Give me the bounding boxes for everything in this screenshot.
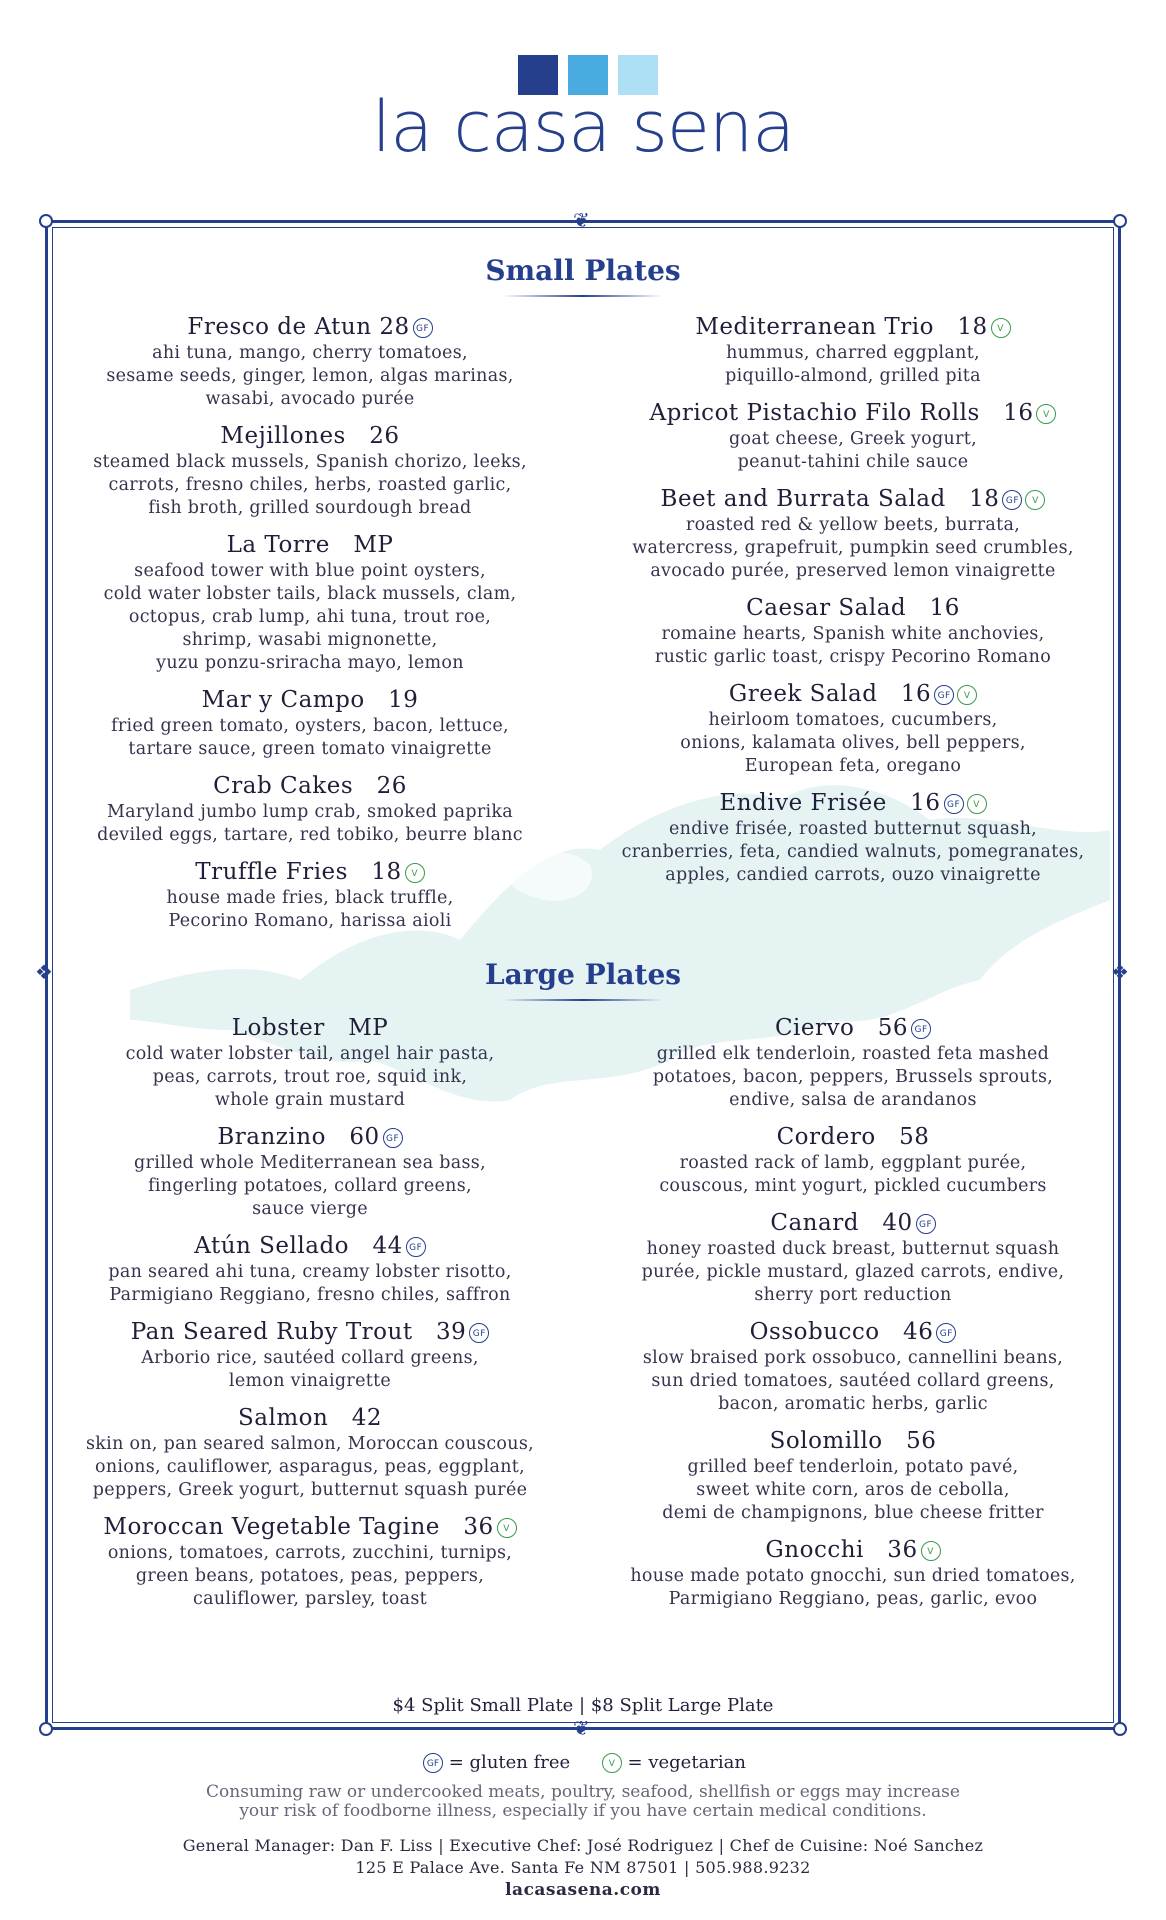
menu-item	[618, 1426, 1088, 1525]
website-link[interactable]: lacasasena.com	[505, 1880, 661, 1900]
menu-item-description: house made fries, black truffle,	[166, 888, 454, 908]
menu-item-name	[75, 1512, 545, 1542]
menu-item-name	[618, 1013, 1088, 1043]
menu-item-description: grilled whole Mediterranean sea bass,	[134, 1153, 486, 1173]
dietary-legend	[0, 1752, 1166, 1773]
menu-item-name	[75, 685, 545, 715]
menu-item	[75, 1403, 545, 1502]
section-divider	[503, 295, 663, 297]
menu-item-name	[75, 312, 545, 342]
menu-item-description: slow braised pork ossobuco, cannellini beans,	[642, 1348, 1064, 1368]
menu-item-description: octopus, crab lump, ahi tuna, trout roe,	[128, 607, 492, 627]
menu-item-description: wasabi, avocado purée	[205, 389, 415, 409]
menu-item-title: Ciervo 56	[774, 1015, 909, 1041]
frame-left-ornament: ❖	[35, 960, 53, 984]
menu-item-title: Apricot Pistachio Filo Rolls 16	[649, 400, 1034, 426]
menu-item-name	[75, 1122, 545, 1152]
menu-item-name	[618, 312, 1088, 342]
menu-item-name	[75, 1231, 545, 1261]
menu-item-name	[618, 788, 1088, 818]
menu-item-description: sherry port reduction	[754, 1285, 952, 1305]
menu-item	[618, 312, 1088, 388]
menu-item-title: Gnocchi 36	[765, 1537, 918, 1563]
menu-item-description: watercress, grapefruit, pumpkin seed crumbles,	[632, 538, 1074, 558]
menu-item-description: tartare sauce, green tomato vinaigrette	[128, 739, 492, 759]
large-plates-left-column	[75, 1013, 545, 1621]
gluten-free-icon: GF	[406, 1237, 426, 1257]
menu-item-description: hummus, charred eggplant,	[726, 343, 980, 363]
menu-item-name	[75, 1403, 545, 1433]
menu-item-description: demi de champignons, blue cheese fritter	[662, 1503, 1044, 1523]
menu-item	[618, 484, 1088, 583]
menu-item-description: seafood tower with blue point oysters,	[134, 561, 486, 581]
menu-item	[75, 685, 545, 761]
menu-item-description: pan seared ahi tuna, creamy lobster risotto,	[108, 1262, 512, 1282]
address-phone: 125 E Palace Ave. Santa Fe NM 87501 | 505.988.9232	[355, 1858, 811, 1877]
gluten-free-icon: GF	[383, 1128, 403, 1148]
menu-item	[75, 312, 545, 411]
menu-item-title: Mar y Campo 19	[201, 687, 419, 713]
menu-item-description: ahi tuna, mango, cherry tomatoes,	[152, 343, 468, 363]
frame-bottom-ornament: ❦	[573, 1716, 590, 1740]
menu-item-description: steamed black mussels, Spanish chorizo, leeks,	[93, 452, 527, 472]
menu-item-description: grilled elk tenderloin, roasted feta mashed	[656, 1044, 1050, 1064]
section-divider	[503, 999, 663, 1001]
menu-item-description: cold water lobster tail, angel hair pasta,	[125, 1044, 495, 1064]
gluten-free-icon: GF	[936, 1323, 956, 1343]
restaurant-credits	[0, 1835, 1166, 1901]
menu-item-description: green beans, potatoes, peas, peppers,	[135, 1566, 485, 1586]
frame-top-ornament: ❦	[573, 208, 590, 232]
menu-item-title: Branzino 60	[217, 1124, 380, 1150]
menu-item-description: skin on, pan seared salmon, Moroccan couscous,	[86, 1434, 534, 1454]
menu-item	[75, 1122, 545, 1221]
gluten-free-icon: GF	[469, 1323, 489, 1343]
menu-item	[618, 1122, 1088, 1198]
menu-item-description: honey roasted duck breast, butternut squash	[646, 1239, 1060, 1259]
menu-item-description: fried green tomato, oysters, bacon, lettuce,	[111, 716, 509, 736]
menu-item-name	[75, 771, 545, 801]
menu-item-description: fingerling potatoes, collard greens,	[148, 1176, 472, 1196]
vegetarian-icon: V	[967, 794, 987, 814]
menu-item-description: bacon, aromatic herbs, garlic	[718, 1394, 988, 1414]
menu-item-description: Parmigiano Reggiano, fresno chiles, saffron	[109, 1285, 511, 1305]
menu-item-name	[618, 484, 1088, 514]
menu-item	[618, 1317, 1088, 1416]
menu-item-title: Solomillo 56	[769, 1428, 937, 1454]
small-plates-right-column	[618, 312, 1088, 897]
menu-item-description: rustic garlic toast, crispy Pecorino Romano	[654, 647, 1052, 667]
menu-item-description: cauliflower, parsley, toast	[193, 1589, 427, 1609]
vegetarian-icon: V	[1025, 490, 1045, 510]
menu-item-description: whole grain mustard	[214, 1090, 406, 1110]
vegetarian-icon: V	[991, 318, 1011, 338]
menu-item-description: Maryland jumbo lump crab, smoked paprika	[106, 802, 514, 822]
menu-item	[618, 398, 1088, 474]
legend-gluten-free-label: = gluten free	[448, 1752, 571, 1773]
menu-item-name	[618, 679, 1088, 709]
menu-item-name	[618, 1122, 1088, 1152]
gluten-free-icon: GF	[934, 685, 954, 705]
menu-item-description: onions, kalamata olives, bell peppers,	[680, 733, 1026, 753]
menu-item-name	[618, 1208, 1088, 1238]
menu-item-description: peanut-tahini chile sauce	[737, 452, 969, 472]
menu-item-title: La Torre MP	[226, 532, 394, 558]
menu-item-title: Moroccan Vegetable Tagine 36	[103, 1514, 494, 1540]
gluten-free-icon: GF	[944, 794, 964, 814]
menu-item-description: Arborio rice, sautéed collard greens,	[141, 1348, 479, 1368]
warning-line: Consuming raw or undercooked meats, poultry, seafood, shellfish or eggs may increase	[206, 1782, 960, 1802]
menu-item-title: Beet and Burrata Salad 18	[660, 486, 1000, 512]
vegetarian-icon: V	[602, 1753, 622, 1773]
menu-item	[75, 1512, 545, 1611]
menu-item-description: roasted rack of lamb, eggplant purée,	[679, 1153, 1027, 1173]
vegetarian-icon: V	[1036, 404, 1056, 424]
menu-item-title: Caesar Salad 16	[746, 595, 960, 621]
frame-corner-ornament	[1113, 1722, 1127, 1736]
staff-credits: General Manager: Dan F. Liss | Executive Chef: José Rodriguez | Chef de Cuisine: Noé Sanchez	[182, 1836, 984, 1855]
menu-item-description: piquillo-almond, grilled pita	[725, 366, 981, 386]
menu-item-name	[618, 1535, 1088, 1565]
menu-item-description: European feta, oregano	[744, 756, 962, 776]
menu-item	[75, 421, 545, 520]
menu-item	[618, 1535, 1088, 1611]
gluten-free-icon: GF	[916, 1214, 936, 1234]
warning-line: your risk of foodborne illness, especially if you have certain medical conditions.	[239, 1801, 927, 1821]
gluten-free-icon: GF	[1002, 490, 1022, 510]
menu-item	[75, 1317, 545, 1393]
frame-corner-ornament	[39, 214, 53, 228]
menu-item-name	[618, 1426, 1088, 1456]
menu-item-name	[75, 421, 545, 451]
menu-item-description: peas, carrots, trout roe, squid ink,	[152, 1067, 468, 1087]
menu-item-title: Pan Seared Ruby Trout 39	[130, 1319, 467, 1345]
menu-item-description: house made potato gnocchi, sun dried tomatoes,	[630, 1566, 1076, 1586]
menu-item-description: couscous, mint yogurt, pickled cucumbers	[659, 1176, 1047, 1196]
menu-item	[618, 593, 1088, 669]
menu-item-title: Endive Frisée 16	[719, 790, 941, 816]
menu-item-name	[75, 1013, 545, 1043]
menu-item-name	[618, 1317, 1088, 1347]
frame-right-ornament: ❖	[1111, 960, 1129, 984]
menu-item-description: potatoes, bacon, peppers, Brussels sprouts,	[652, 1067, 1054, 1087]
menu-item-description: romaine hearts, Spanish white anchovies,	[661, 624, 1045, 644]
menu-item-description: sauce vierge	[252, 1199, 368, 1219]
menu-item-title: Greek Salad 16	[728, 681, 932, 707]
menu-item	[75, 1013, 545, 1112]
menu-item	[618, 679, 1088, 778]
menu-item-description: goat cheese, Greek yogurt,	[729, 429, 977, 449]
menu-item-title: Salmon 42	[238, 1405, 382, 1431]
menu-item-description: sesame seeds, ginger, lemon, algas marinas,	[106, 366, 514, 386]
menu-item-description: onions, tomatoes, carrots, zucchini, turnips,	[107, 1543, 513, 1563]
menu-item	[75, 771, 545, 847]
menu-item-description: shrimp, wasabi mignonette,	[182, 630, 438, 650]
menu-item	[75, 1231, 545, 1307]
vegetarian-icon: V	[957, 685, 977, 705]
menu-item-description: purée, pickle mustard, glazed carrots, endive,	[641, 1262, 1065, 1282]
menu-item-description: endive frisée, roasted butternut squash,	[668, 819, 1038, 839]
menu-item	[618, 1013, 1088, 1112]
menu-item-title: Mejillones 26	[220, 423, 400, 449]
frame-corner-ornament	[39, 1722, 53, 1736]
menu-item-description: heirloom tomatoes, cucumbers,	[708, 710, 998, 730]
menu-item-name	[75, 857, 545, 887]
frame-corner-ornament	[1113, 214, 1127, 228]
menu-item-title: Cordero 58	[776, 1124, 930, 1150]
gluten-free-icon: GF	[911, 1019, 931, 1039]
menu-item-title: Truffle Fries 18	[195, 859, 402, 885]
menu-item-title: Crab Cakes 26	[213, 773, 407, 799]
menu-item	[618, 1208, 1088, 1307]
menu-item-description: sweet white corn, aros de cebolla,	[696, 1480, 1010, 1500]
menu-item-title: Fresco de Atun 28	[187, 314, 410, 340]
menu-item-description: deviled eggs, tartare, red tobiko, beurre blanc	[97, 825, 523, 845]
menu-item-description: fish broth, grilled sourdough bread	[148, 498, 472, 518]
menu-item	[75, 857, 545, 933]
menu-item-description: avocado purée, preserved lemon vinaigrette	[650, 561, 1056, 581]
menu-item-description: roasted red & yellow beets, burrata,	[685, 515, 1021, 535]
menu-item-description: endive, salsa de arandanos	[729, 1090, 977, 1110]
menu-item-name	[75, 1317, 545, 1347]
gluten-free-icon: GF	[423, 1753, 443, 1773]
menu-item-description: apples, candied carrots, ouzo vinaigrette	[665, 865, 1041, 885]
menu-item-description: peppers, Greek yogurt, butternut squash purée	[92, 1480, 528, 1500]
split-plate-note: $4 Split Small Plate | $8 Split Large Plate	[392, 1695, 774, 1716]
menu-item-description: Pecorino Romano, harissa aioli	[168, 911, 452, 931]
menu-item-title: Ossobucco 46	[749, 1319, 934, 1345]
legend-vegetarian-label: = vegetarian	[627, 1752, 746, 1773]
menu-item	[75, 530, 545, 675]
food-safety-warning	[0, 1783, 1166, 1821]
menu-item-description: Parmigiano Reggiano, peas, garlic, evoo	[668, 1589, 1038, 1609]
menu-item-name	[618, 593, 1088, 623]
large-plates-right-column	[618, 1013, 1088, 1621]
vegetarian-icon: V	[921, 1541, 941, 1561]
menu-item-description: cranberries, feta, candied walnuts, pomegranates,	[621, 842, 1085, 862]
logo	[0, 55, 1166, 167]
gluten-free-icon: GF	[413, 318, 433, 338]
menu-item-description: cold water lobster tails, black mussels, clam,	[103, 584, 517, 604]
vegetarian-icon: V	[405, 863, 425, 883]
menu-item	[618, 788, 1088, 887]
menu-item-title: Lobster MP	[231, 1015, 389, 1041]
menu-item-name	[75, 530, 545, 560]
menu-item-description: carrots, fresno chiles, herbs, roasted garlic,	[108, 475, 512, 495]
menu-item-description: grilled beef tenderloin, potato pavé,	[687, 1457, 1019, 1477]
menu-item-description: yuzu ponzu-sriracha mayo, lemon	[156, 653, 464, 673]
menu-item-title: Atún Sellado 44	[194, 1233, 403, 1259]
small-plates-left-column	[75, 312, 545, 943]
section-title-small-plates: Small Plates	[485, 254, 681, 287]
menu-item-description: sun dried tomatoes, sautéed collard greens,	[651, 1371, 1055, 1391]
menu-item-title: Canard 40	[770, 1210, 913, 1236]
menu-item-title: Mediterranean Trio 18	[695, 314, 988, 340]
vegetarian-icon: V	[497, 1518, 517, 1538]
brand-wordmark: la casa sena	[371, 86, 795, 168]
menu-item-description: lemon vinaigrette	[228, 1371, 392, 1391]
section-title-large-plates: Large Plates	[484, 958, 682, 991]
menu-item-description: onions, cauliflower, asparagus, peas, eggplant,	[94, 1457, 525, 1477]
menu-item-name	[618, 398, 1088, 428]
